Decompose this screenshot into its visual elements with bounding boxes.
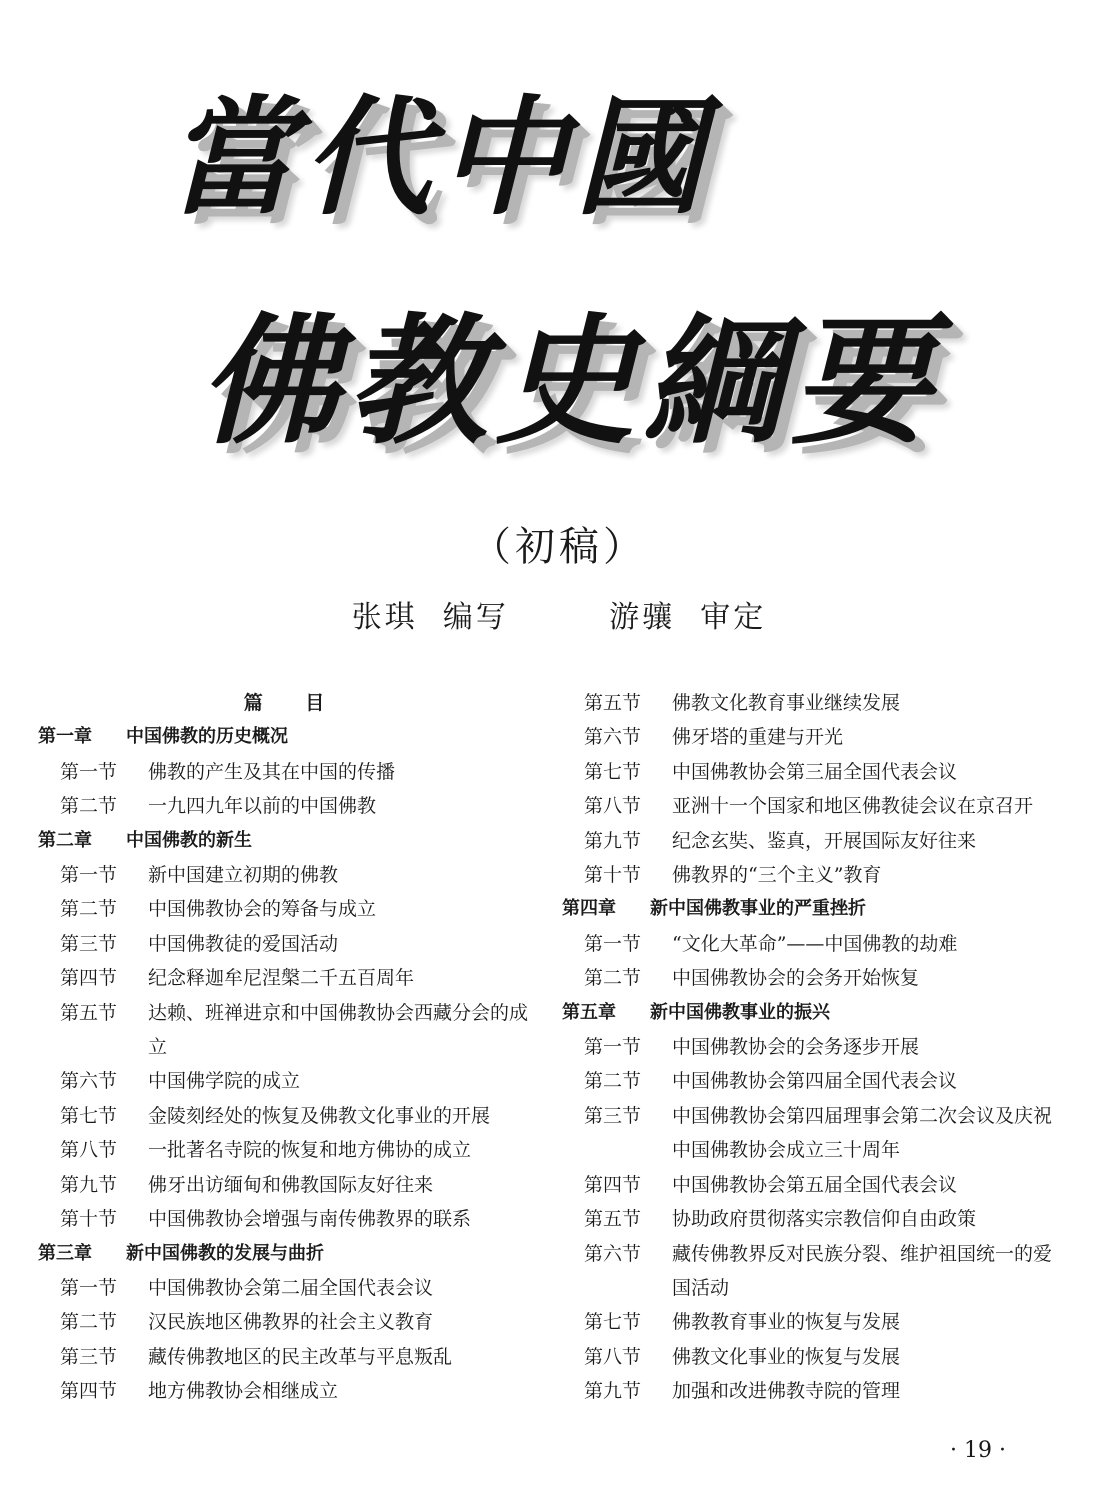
section-title: 汉民族地区佛教界的社会主义教育 — [148, 1311, 434, 1334]
toc-chapter — [38, 1237, 538, 1271]
section-title: 藏传佛教地区的民主改革与平息叛乱 — [148, 1345, 453, 1368]
section-title: 中国佛教协会第三届全国代表会议 — [672, 760, 958, 783]
section-label: 第一节 — [584, 932, 642, 955]
toc-section — [38, 1133, 538, 1167]
chapter-label: 第五章 — [562, 1001, 616, 1023]
section-label: 第五节 — [60, 1001, 118, 1024]
chapter-title: 新中国佛教的发展与曲折 — [126, 1242, 324, 1264]
section-label: 第十节 — [60, 1208, 118, 1231]
section-label: 第一节 — [60, 760, 118, 783]
toc-section — [38, 1271, 538, 1305]
toc-left-column — [38, 686, 538, 1409]
toc-right-column — [562, 686, 1062, 1409]
section-label: 第八节 — [60, 1139, 118, 1162]
section-title: 中国佛教协会第四届理事会第二次会议及庆祝中国佛教协会成立三十周年 — [672, 1104, 1053, 1162]
subtitle: （初稿） — [471, 524, 647, 570]
section-label: 第六节 — [584, 726, 642, 749]
toc-section — [562, 1202, 1062, 1236]
section-title: 中国佛教协会第四届全国代表会议 — [672, 1070, 958, 1093]
toc-section — [562, 1064, 1062, 1098]
section-title: 中国佛教协会增强与南传佛教界的联系 — [148, 1208, 472, 1231]
section-label: 第十节 — [584, 864, 642, 887]
toc-section — [38, 927, 538, 961]
toc-section — [38, 961, 538, 995]
toc-section — [38, 1064, 538, 1098]
section-label: 第九节 — [584, 829, 642, 852]
section-label: 第六节 — [584, 1242, 642, 1265]
toc-section — [38, 858, 538, 892]
toc-section — [562, 1305, 1062, 1339]
section-title: 中国佛教协会第五届全国代表会议 — [672, 1173, 958, 1196]
section-label: 第七节 — [584, 1311, 642, 1334]
section-label: 第五节 — [584, 1208, 642, 1231]
toc-section — [562, 755, 1062, 789]
page-number: · 19 · — [950, 1438, 1006, 1463]
section-title: 佛教界的“三个主义”教育 — [672, 864, 882, 887]
section-title: 中国佛教协会的会务逐步开展 — [672, 1036, 920, 1059]
toc-section — [38, 1168, 538, 1202]
section-title: 中国佛教徒的爱国活动 — [148, 932, 339, 955]
chapter-title: 新中国佛教事业的严重挫折 — [650, 898, 866, 920]
toc-section — [562, 1237, 1062, 1306]
section-label: 第一节 — [60, 864, 118, 887]
toc-section — [562, 927, 1062, 961]
section-title: 一批著名寺院的恢复和地方佛协的成立 — [148, 1139, 472, 1162]
section-title: 佛教的产生及其在中国的传播 — [148, 760, 396, 783]
section-title: 中国佛学院的成立 — [148, 1070, 301, 1093]
chapter-title: 中国佛教的新生 — [126, 829, 252, 851]
section-title: 纪念玄奘、鉴真，开展国际友好往来 — [672, 829, 977, 852]
toc-section — [562, 824, 1062, 858]
calligraphy-title-line-1: 當代中國 — [166, 84, 711, 233]
section-title: 地方佛教协会相继成立 — [148, 1380, 339, 1403]
section-title: 一九四九年以前的中国佛教 — [148, 795, 377, 818]
toc-chapter — [38, 824, 538, 858]
section-title: 加强和改进佛教寺院的管理 — [672, 1380, 901, 1403]
section-title: 佛教文化事业的恢复与发展 — [672, 1345, 901, 1368]
section-label: 第九节 — [584, 1380, 642, 1403]
section-label: 第二节 — [60, 898, 118, 921]
toc-chapter — [38, 720, 538, 754]
section-label: 第九节 — [60, 1173, 118, 1196]
section-label: 第八节 — [584, 795, 642, 818]
toc-section — [562, 1374, 1062, 1408]
toc-section — [562, 858, 1062, 892]
section-title: 协助政府贯彻落实宗教信仰自由政策 — [672, 1208, 977, 1231]
section-title: 佛牙塔的重建与开光 — [672, 726, 844, 749]
toc-section — [38, 892, 538, 926]
section-label: 第六节 — [60, 1070, 118, 1093]
section-label: 第八节 — [584, 1345, 642, 1368]
toc-section — [562, 1099, 1062, 1168]
toc-chapter — [562, 996, 1062, 1030]
chapter-title: 中国佛教的历史概况 — [126, 726, 288, 748]
toc-left-list — [38, 720, 538, 1408]
authors-line: 张琪 编写 游骧 审定 — [351, 600, 767, 635]
toc-section — [38, 1374, 538, 1408]
section-label: 第二节 — [584, 967, 642, 990]
toc-section — [562, 1030, 1062, 1064]
chapter-title: 新中国佛教事业的振兴 — [650, 1001, 830, 1023]
toc-section — [38, 1202, 538, 1236]
section-title: 金陵刻经处的恢复及佛教文化事业的开展 — [148, 1104, 491, 1127]
section-title: 亚洲十一个国家和地区佛教徒会议在京召开 — [672, 795, 1034, 818]
toc-right-list — [562, 686, 1062, 1409]
section-label: 第三节 — [60, 932, 118, 955]
toc-section — [38, 1305, 538, 1339]
toc-section — [562, 961, 1062, 995]
section-label: 第七节 — [584, 760, 642, 783]
toc-section — [38, 1099, 538, 1133]
section-label: 第四节 — [60, 1380, 118, 1403]
section-label: 第三节 — [60, 1345, 118, 1368]
toc-section — [38, 996, 538, 1065]
section-label: 第一节 — [584, 1036, 642, 1059]
chapter-label: 第一章 — [38, 726, 92, 748]
toc-section — [38, 789, 538, 823]
section-label: 第五节 — [584, 692, 642, 714]
chapter-label: 第三章 — [38, 1242, 92, 1264]
toc-heading: 篇 目 — [243, 692, 343, 714]
section-label: 第四节 — [584, 1173, 642, 1196]
toc-section — [562, 1168, 1062, 1202]
section-label: 第一节 — [60, 1276, 118, 1299]
section-label: 第二节 — [584, 1070, 642, 1093]
toc-section — [38, 755, 538, 789]
section-label: 第二节 — [60, 1311, 118, 1334]
section-title: 藏传佛教界反对民族分裂、维护祖国统一的爱国活动 — [672, 1242, 1053, 1299]
section-title: 佛教文化教育事业继续发展 — [672, 692, 901, 714]
section-title: 新中国建立初期的佛教 — [148, 864, 339, 887]
toc-chapter — [562, 892, 1062, 926]
chapter-label: 第二章 — [38, 829, 92, 851]
calligraphy-title-line-2: 佛教史綱要 — [198, 301, 939, 464]
toc-section — [562, 686, 1062, 720]
toc-section — [562, 720, 1062, 754]
toc-section — [38, 1340, 538, 1374]
toc-section — [562, 789, 1062, 823]
toc-section — [562, 1340, 1062, 1374]
section-title: 纪念释迦牟尼涅槃二千五百周年 — [148, 967, 415, 990]
section-label: 第四节 — [60, 967, 118, 990]
section-title: “文化大革命”——中国佛教的劫难 — [672, 932, 958, 955]
section-title: 中国佛教协会第二届全国代表会议 — [148, 1276, 434, 1299]
chapter-label: 第四章 — [562, 898, 616, 920]
section-label: 第二节 — [60, 795, 118, 818]
section-title: 佛牙出访缅甸和佛教国际友好往来 — [148, 1173, 434, 1196]
section-label: 第三节 — [584, 1104, 642, 1127]
section-title: 佛教教育事业的恢复与发展 — [672, 1311, 901, 1334]
section-title: 中国佛教协会的筹备与成立 — [148, 898, 377, 921]
section-title: 达赖、班禅进京和中国佛教协会西藏分会的成立 — [148, 1001, 529, 1059]
section-title: 中国佛教协会的会务开始恢复 — [672, 967, 920, 990]
section-label: 第七节 — [60, 1104, 118, 1127]
